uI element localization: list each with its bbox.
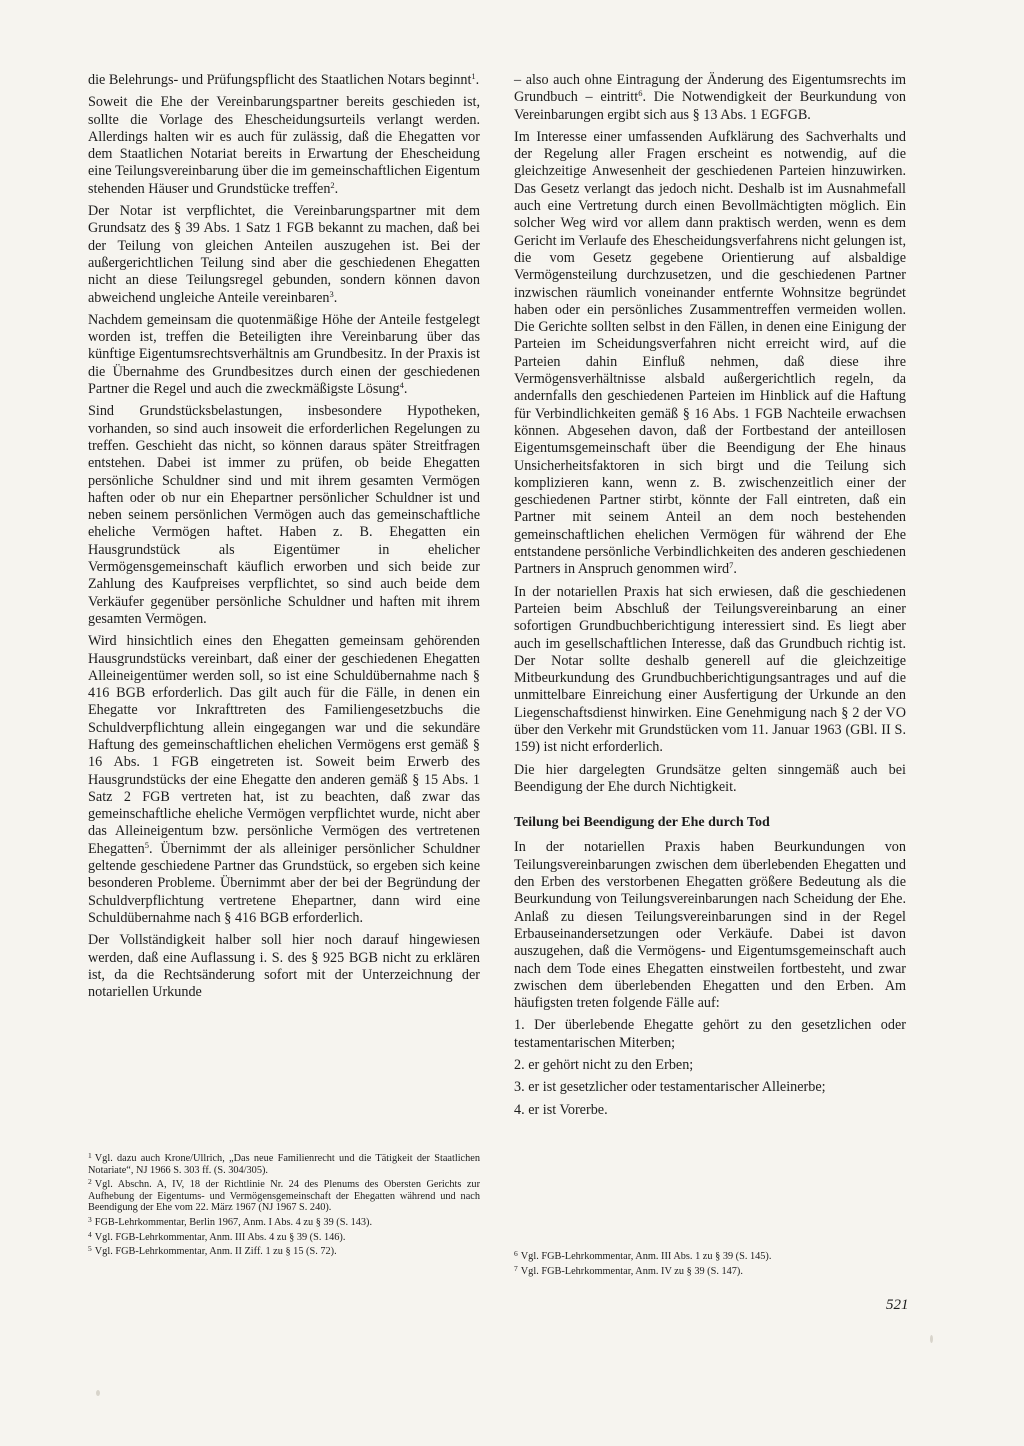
footnote: $^5$ Vgl. FGB-Lehrkommentar, Anm. II Ziff. 1 zu § 15 (S. 72).	[88, 1244, 337, 1258]
paragraph: Der Vollständigkeit halber soll hier noch darauf hingewiesen werden, daß eine Auflassung i. S. des § 925 BGB nicht zu erklären ist, da die Rechtsänderung sofort mit der Unterzeichnung der notariellen Urkunde	[88, 932, 480, 1001]
footnotes-left	[88, 1150, 480, 1258]
paragraph: Soweit die Ehe der Vereinbarungspartner bereits geschieden ist, sollte die Vorlage des Ehescheidungsurteils verlangt werden. Allerdings halten wir es auch für zulässig, daß die Ehegatten vor dem Staatlichen Notariat bereits in Erwartung der Ehescheidung eine Teilungsvereinbarung über die im gemeinschaftlichen Eigentum stehenden Häuser und Grundstücke treffen$^2$.	[88, 94, 480, 197]
footnotes-right	[514, 1248, 906, 1277]
page-number: 521	[886, 1297, 909, 1313]
paragraph: – also auch ohne Eintragung der Änderung des Eigentumsrechts im Grundbuch – eintritt$^6$. Die Notwendigkeit der Beurkundung von Vereinbarungen ergibt sich aus § 13 Abs. 1 EGFGB.	[514, 72, 907, 123]
footnote-marker: 2	[330, 179, 335, 190]
scan-speck	[96, 1390, 100, 1396]
paragraph: Wird hinsichtlich eines den Ehegatten gemeinsam gehörenden Hausgrundstücks vereinbart, daß einer der geschiedenen Ehegatten Alleineigentümer werden soll, so ist eine Schuldübernahme nach § 416 BGB erforderlich. Das gilt auch für die Fälle, in denen ein Ehegatte vor Inkrafttreten des Familiengesetzbuchs die Schuldverpflichtung allein eingegangen war und die sekundäre Haftung des gemeinschaftlichen ehelichen Vermögens erst gemäß § 16 Abs. 1 FGB eingetreten ist. Soweit beim Erwerb des Hausgrundstücks der eine Ehegatte den anderen gemäß § 15 Abs. 1 Satz 2 FGB vertreten hat, ist zu beachten, daß zwar das gemeinschaftliche eheliche Vermögen verpflichtet wurde, nicht aber das Alleineigentum bzw. persönliche Vermögen des vertretenen Ehegatten$^5$. Übernimmt der als alleiniger persönlicher Schuldner geltende geschiedene Partner das Grundstück, so ergeben sich keine besonderen Probleme. Übernimmt aber der bei der Begründung der Schuldverpflichtung vertretene Ehepartner, dann wird eine Schuldübernahme nach § 416 BGB erforderlich.	[88, 633, 480, 926]
footnote-marker: 6	[638, 88, 643, 99]
footnote-marker: 1	[471, 71, 476, 81]
list-item: 1. Der überlebende Ehegatte gehört zu den gesetzlichen oder testamentarischen Miterben;	[514, 1017, 906, 1051]
footnote: $^7$ Vgl. FGB-Lehrkommentar, Anm. IV zu § 39 (S. 147).	[514, 1263, 743, 1277]
footnote-marker: 3	[329, 288, 334, 299]
footnote: $^3$ FGB-Lehrkommentar, Berlin 1967, Anm. I Abs. 4 zu § 39 (S. 143).	[88, 1214, 373, 1228]
left-column	[88, 72, 480, 1006]
paragraph: Die hier dargelegten Grundsätze gelten sinngemäß auch bei Beendigung der Ehe durch Nichtigkeit.	[514, 761, 906, 795]
footnote: $^4$ Vgl. FGB-Lehrkommentar, Anm. III Abs. 4 zu § 39 (S. 146).	[88, 1229, 346, 1243]
scan-speck	[930, 1335, 933, 1343]
list-item: 3. er ist gesetzlicher oder testamentarischer Alleinerbe;	[514, 1079, 826, 1096]
footnote: $^2$ Vgl. Abschn. A, IV, 18 der Richtlinie Nr. 24 des Plenums des Obersten Gerichts zur Aufhebung der Eigentums- und Vermögensgemeinschaft der Ehegatten während und nach Beendigung der Ehe vom 22. März 1967 (NJ 1967 S. 240).	[88, 1177, 480, 1214]
paragraph: In der notariellen Praxis haben Beurkundungen von Teilungsvereinbarungen zwischen dem überlebenden Ehegatten und den Erben des verstorbenen Ehegatten größere Bedeutung als die Beurkundung von Teilungsvereinbarungen nach Scheidung der Ehe. Anlaß zu diesen Teilungsvereinbarungen sind in der Regel Erbauseinandersetzungen oder Verkäufe. Dabei ist davon auszugehen, daß die Vermögens- und Eigentumsgemeinschaft auch nach dem Tode eines Ehegatten einstweilen fortbesteht, und zwar zwischen dem überlebenden Ehegatten und den Erben. Am häufigsten treten folgende Fälle auf:	[514, 839, 906, 1012]
case-list	[514, 1017, 906, 1118]
paragraph: Im Interesse einer umfassenden Aufklärung des Sachverhalts und der Regelung aller Fragen erscheint es notwendig, auf die gleichzeitige Anwesenheit der geschiedenen Parteien hinzuwirken. Das Gesetz verlangt das jedoch nicht. Deshalb ist im Ausnahmefall auch eine Vertretung durch einen Bevollmächtigten möglich. Ein solcher Weg wird vor allem dann praktisch werden, wenn es dem Gericht im Verlaufe des Ehescheidungsverfahrens nicht gelungen ist, die vom Gesetz gegebene Orientierung auf alsbaldige Vermögensteilung durchzusetzen, und die geschiedenen Partner inzwischen räumlich voneinander entfernte Wohnsitze begründet haben oder ein persönliches Zusammentreffen vermeiden wollen. Die Gerichte sollten selbst in den Fällen, in denen eine Einigung der Parteien im Scheidungsverfahren nicht erreicht wird, auf die Parteien dahin Einfluß nehmen, daß diese ihre Vermögensverhältnisse alsbald außergerichtlich regeln, da andernfalls den geschiedenen Parteien im Hinblick auf die Haftung für Verbindlichkeiten gemäß § 16 Abs. 1 FGB Nachteile erwachsen können. Abgesehen davon, daß der Fortbestand der anteillosen Eigentumsgemeinschaft über die Beendigung der Ehe hinaus Unsicherheitsfaktoren in sich birgt und die Teilung sich komplizieren kann, wenn z. B. zwischenzeitlich einer der geschiedenen Partner stirbt, könnte der Fall eintreten, daß ein Partner mit seinem Anteil an dem noch bestehenden gemeinschaftlichen ehelichen Vermögen für während der Ehe entstandene persönliche Verbindlichkeiten des anderen geschiedenen Partners in Anspruch genommen wird$^7$.	[514, 128, 906, 578]
footnote: $^1$ Vgl. dazu auch Krone/Ullrich, „Das neue Familienrecht und die Tätigkeit der Staatlichen Notariate“, NJ 1966 S. 303 ff. (S. 304/305).	[88, 1151, 480, 1176]
paragraph: die Belehrungs- und Prüfungspflicht des Staatlichen Notars beginnt$^1$.	[88, 71, 480, 88]
footnote-marker: 5	[144, 839, 149, 850]
footnote-marker: 7	[729, 560, 734, 571]
right-column	[514, 72, 906, 1124]
section-heading: Teilung bei Beendigung der Ehe durch Tod	[514, 815, 770, 831]
paragraph: In der notariellen Praxis hat sich erwiesen, daß die geschiedenen Parteien beim Abschluß der Teilungsvereinbarung an einer sofortigen Grundbuchberichtigung interessiert sind. Es liegt aber auch im gesellschaftlichen Interesse, daß das Grundbuch richtig ist. Der Notar sollte deshalb generell auf die gleichzeitige Mitbeurkundung des Grundbuchberichtigungsantrages und auf die unmittelbare Einreichung einer Ausfertigung der Urkunde an den Liegenschaftsdienst hinwirken. Eine Genehmigung nach § 2 der VO über den Verkehr mit Grundstücken vom 11. Januar 1963 (GBl. II S. 159) ist nicht erforderlich.	[514, 583, 906, 756]
list-item: 4. er ist Vorerbe.	[514, 1101, 608, 1118]
list-item: 2. er gehört nicht zu den Erben;	[514, 1057, 694, 1074]
footnote: $^6$ Vgl. FGB-Lehrkommentar, Anm. III Abs. 1 zu § 39 (S. 145).	[514, 1249, 772, 1262]
paragraph: Nachdem gemeinsam die quotenmäßige Höhe der Anteile festgelegt worden ist, treffen die Beteiligten ihre Vereinbarung über das künftige Eigentumsrechtsverhältnis am Grundbesitz. In der Praxis ist die Übernahme des Grundbesitzes durch einen der geschiedenen Partner die Regel und auch die zweckmäßigste Lösung$^4$.	[88, 311, 480, 398]
paragraph: Der Notar ist verpflichtet, die Vereinbarungspartner mit dem Grundsatz des § 39 Abs. 1 Satz 1 FGB bekannt zu machen, daß bei der Teilung von gleichen Anteilen auszugehen ist. Bei der außergerichtlichen Teilung sind aber die geschiedenen Ehegatten nicht an diese Teilungsregel gebunden, sondern können davon abweichend ungleiche Anteile vereinbaren$^3$.	[88, 203, 480, 306]
footnote-marker: 4	[399, 380, 404, 391]
paragraph: Sind Grundstücksbelastungen, insbesondere Hypotheken, vorhanden, so sind auch insoweit die erforderlichen Regelungen zu treffen. Geschieht das nicht, so können daraus später Streitfragen entstehen. Dabei ist immer zu prüfen, ob beide Ehegatten persönliche Schuldner sind und mit ihrem gesamten Vermögen haften oder ob nur ein Ehepartner persönlicher Schuldner ist und neben seinem persönlichen Vermögen auch das gemeinschaftliche eheliche Vermögen haftet. Haben z. B. Ehegatten ein Hausgrundstück als Eigentümer in ehelicher Vermögensgemeinschaft käuflich erworben und sich beide zur Zahlung des Kaufpreises verpflichtet, so sind auch beide dem Verkäufer gegenüber persönliche Schuldner und haften mit ihrem gesamten Vermögen.	[88, 403, 480, 627]
